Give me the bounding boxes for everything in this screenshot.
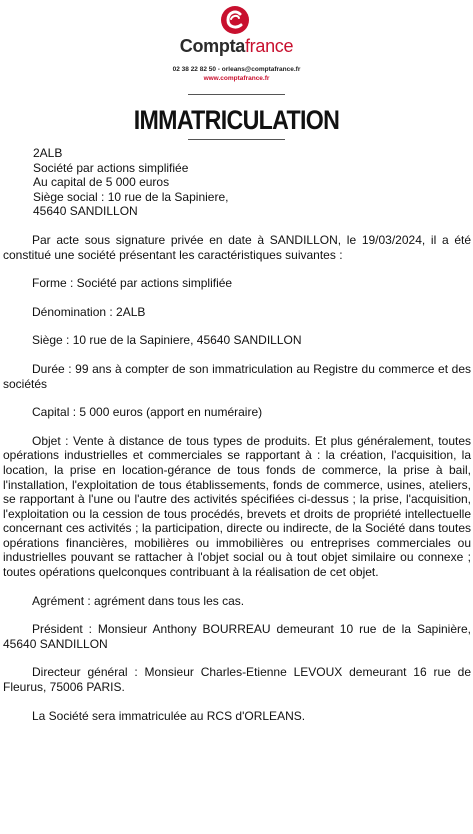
paragraph-duree: Durée : 99 ans à compter de son immatriculation au Registre du commerce et des sociétés — [3, 361, 471, 391]
page-title: IMMATRICULATION — [133, 105, 340, 135]
comptafrance-logo-icon — [221, 6, 249, 34]
website-link[interactable]: www.comptafrance.fr — [203, 75, 270, 82]
announcement-body — [3, 146, 471, 723]
paragraph-forme: Forme : Société par actions simplifiée — [32, 276, 233, 291]
paragraph-objet: Objet : Vente à distance de tous types de produits. Et plus généralement, toutes opérations industrielles et commerciales se rapportant à : la création, l'acquisition, la location, la prise en location-gérance de tous fonds de commerce, la prise à bail, l'installation, l'exploitation de tous établissements, fonds de commerce, usines, ateliers, se rapportant à l'une ou l'autre des activités spécifiées ci-dessus ; la prise, l'acquisition, l'exploitation ou la cession de tous procédés, brevets et droits de propriété intellectuelle concernant ces activités ; la participation, directe ou indirecte, de la Société dans toutes opérations financières, mobilières ou immobilières ou entreprises commerciales ou industrielles pouvant se rattacher à l'objet social ou à tout objet similaire ou connexe ; toutes opérations quelconques contribuant à la réalisation de cet objet. — [3, 433, 471, 580]
brand-name — [0, 36, 473, 57]
paragraph-agrement: Agrément : agrément dans tous les cas. — [32, 593, 245, 608]
paragraph-capital: Capital : 5 000 euros (apport en numéraire) — [32, 405, 263, 420]
paragraph-siege: Siège : 10 rue de la Sapiniere, 45640 SANDILLON — [32, 333, 302, 348]
address-line: 2ALB — [33, 146, 63, 160]
address-line: Au capital de 5 000 euros — [33, 175, 170, 190]
paragraph-directeur: Directeur général : Monsieur Charles-Etienne LEVOUX demeurant 16 rue de Fleurus, 75006 PARIS. — [3, 665, 471, 695]
address-line: 45640 SANDILLON — [33, 204, 138, 219]
paragraph-denomination: Dénomination : 2ALB — [32, 304, 146, 319]
paragraph-rcs: La Société sera immatriculée au RCS d'ORLEANS. — [32, 708, 306, 723]
company-address-block — [3, 146, 471, 219]
paragraph-president: Président : Monsieur Anthony BOURREAU demeurant 10 rue de la Sapinière, 45640 SANDILLON — [3, 622, 471, 651]
divider-top — [188, 94, 285, 95]
brand-name-part1: Compta — [179, 36, 245, 56]
divider-bottom — [188, 139, 285, 140]
address-line: Siège social : 10 rue de la Sapiniere, — [33, 189, 229, 204]
contact-line: 02 38 22 82 50 - orleans@comptafrance.fr — [172, 66, 301, 73]
paragraph-intro: Par acte sous signature privée en date à SANDILLON, le 19/03/2024, il a été constitué une société présentant les caractéristiques suivantes : — [3, 232, 471, 262]
header — [0, 0, 473, 135]
brand-name-part2: france — [244, 36, 294, 56]
address-line: Société par actions simplifiée — [33, 160, 189, 175]
